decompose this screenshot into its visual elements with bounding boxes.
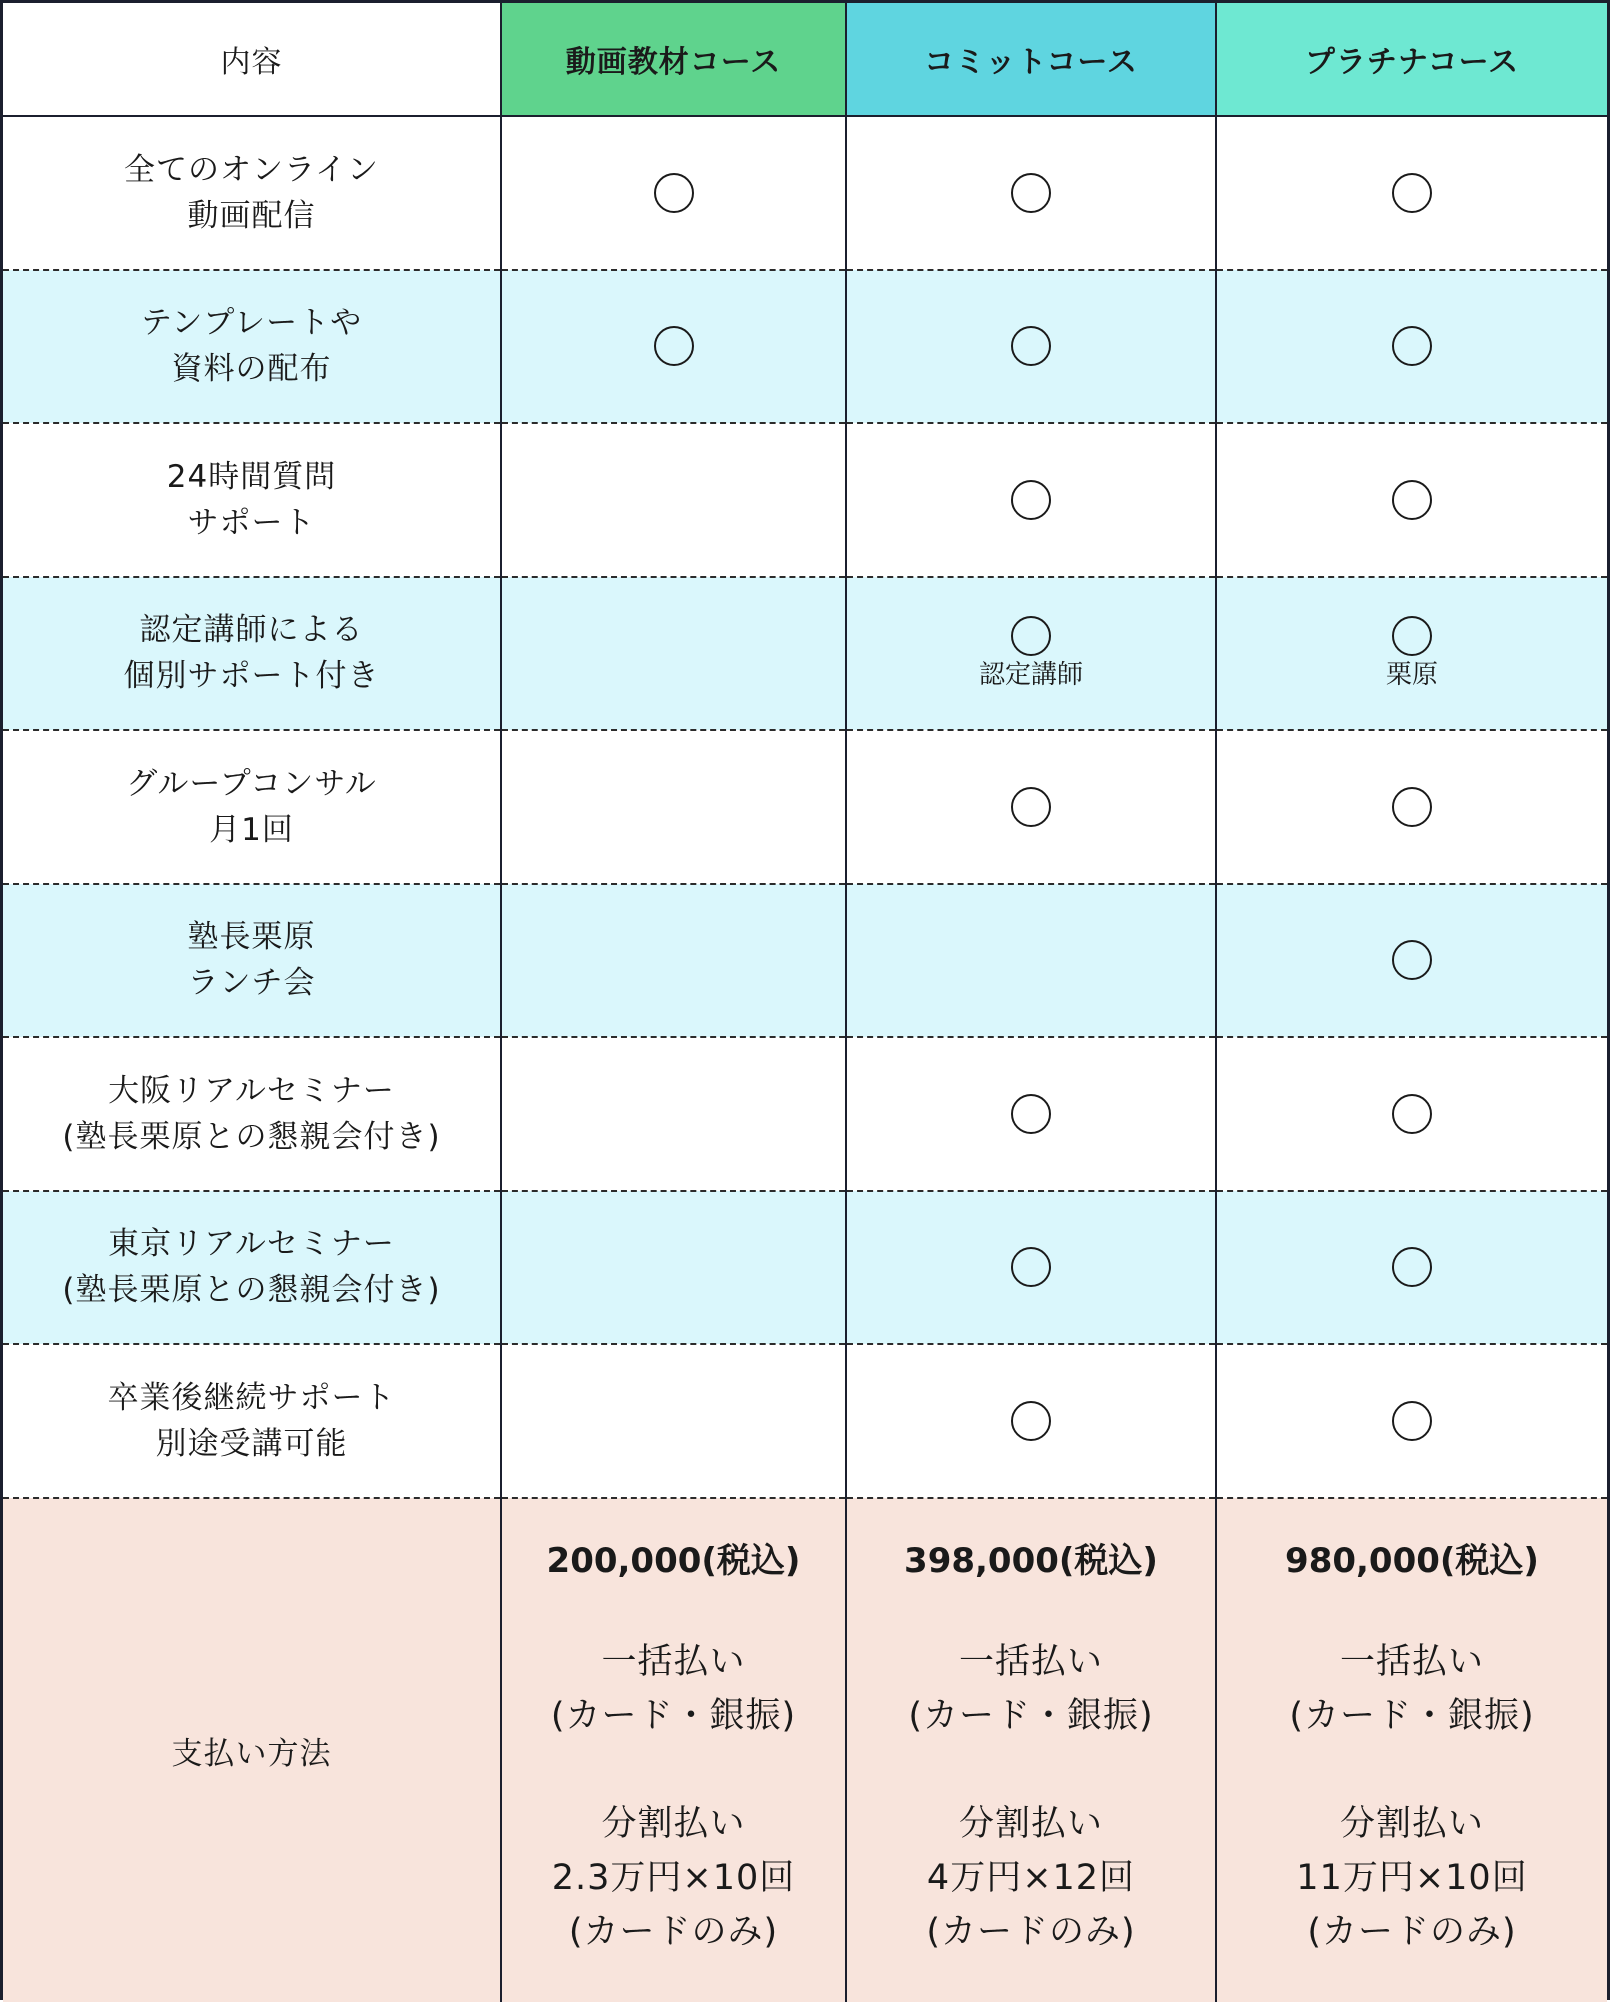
mark-note: 認定講師 bbox=[978, 660, 1083, 691]
feature-label bbox=[3, 423, 501, 577]
feature-cell bbox=[846, 1191, 1216, 1345]
header-label: 内容 bbox=[3, 3, 501, 116]
feature-cell bbox=[846, 577, 1216, 731]
feature-cell bbox=[501, 884, 846, 1038]
circle-icon bbox=[1392, 787, 1432, 827]
included-mark-wrap bbox=[1225, 940, 1599, 980]
included-mark-wrap bbox=[1225, 1247, 1599, 1287]
circle-icon bbox=[1392, 326, 1432, 366]
feature-label bbox=[3, 270, 501, 424]
price: 398,000(税込) bbox=[904, 1540, 1158, 1581]
lump-sum-label: 一括払い bbox=[958, 1641, 1103, 1682]
installment-amount: 4万円×12回 bbox=[926, 1857, 1136, 1898]
feature-label-line2: 個別サポート付き bbox=[123, 658, 380, 695]
payment-cell bbox=[846, 1498, 1216, 2002]
included-mark-wrap bbox=[855, 1247, 1207, 1287]
feature-cell bbox=[501, 423, 846, 577]
feature-cell bbox=[1216, 1037, 1607, 1191]
feature-row bbox=[3, 116, 1607, 270]
feature-label-line1: 全てのオンライン bbox=[123, 151, 380, 188]
feature-cell bbox=[846, 1037, 1216, 1191]
feature-label-line1: 塾長栗原 bbox=[187, 919, 316, 956]
feature-row bbox=[3, 884, 1607, 1038]
feature-cell bbox=[846, 423, 1216, 577]
payment-row bbox=[3, 1498, 1607, 2002]
feature-label-line2: ランチ会 bbox=[187, 965, 316, 1002]
header-row bbox=[3, 3, 1607, 116]
feature-label-line1: 認定講師による bbox=[139, 612, 364, 649]
included-mark-wrap bbox=[855, 1094, 1207, 1134]
feature-cell bbox=[501, 116, 846, 270]
feature-label-line1: 東京リアルセミナー bbox=[108, 1226, 395, 1263]
feature-cell bbox=[1216, 884, 1607, 1038]
feature-row bbox=[3, 577, 1607, 731]
feature-label-line2: 月1回 bbox=[209, 811, 294, 848]
feature-label-line2: (塾長栗原との懇親会付き) bbox=[62, 1118, 441, 1155]
payment-label: 支払い方法 bbox=[3, 1498, 501, 2002]
price: 200,000(税込) bbox=[546, 1540, 801, 1581]
circle-icon bbox=[1392, 173, 1432, 213]
included-mark-wrap bbox=[1225, 616, 1599, 690]
feature-cell bbox=[846, 1344, 1216, 1498]
price: 980,000(税込) bbox=[1285, 1540, 1539, 1581]
circle-icon bbox=[1011, 616, 1051, 656]
feature-row bbox=[3, 730, 1607, 884]
feature-rows bbox=[3, 116, 1607, 2002]
circle-icon bbox=[1392, 1401, 1432, 1441]
installment-label: 分割払い bbox=[958, 1803, 1103, 1844]
feature-label bbox=[3, 1191, 501, 1345]
feature-label-line1: 24時間質問 bbox=[166, 458, 337, 495]
feature-cell bbox=[1216, 1344, 1607, 1498]
feature-row bbox=[3, 1037, 1607, 1191]
feature-label-line1: 大阪リアルセミナー bbox=[108, 1072, 395, 1109]
feature-cell bbox=[1216, 423, 1607, 577]
feature-label bbox=[3, 1037, 501, 1191]
mark-note: 栗原 bbox=[1385, 660, 1438, 691]
feature-row bbox=[3, 423, 1607, 577]
feature-label-line2: 動画配信 bbox=[187, 197, 316, 234]
payment-cell bbox=[1216, 1498, 1607, 2002]
feature-cell bbox=[501, 577, 846, 731]
feature-label bbox=[3, 884, 501, 1038]
feature-label-line1: グループコンサル bbox=[126, 765, 377, 802]
feature-cell bbox=[501, 1191, 846, 1345]
feature-label-line1: 卒業後継続サポート bbox=[107, 1379, 396, 1416]
feature-cell bbox=[846, 730, 1216, 884]
feature-cell bbox=[1216, 577, 1607, 731]
circle-icon bbox=[1011, 1094, 1051, 1134]
feature-label-line2: 資料の配布 bbox=[171, 351, 332, 388]
circle-icon bbox=[654, 326, 694, 366]
feature-label bbox=[3, 577, 501, 731]
included-mark-wrap bbox=[1225, 787, 1599, 827]
installment-methods: (カードのみ) bbox=[926, 1911, 1136, 1952]
feature-row bbox=[3, 1344, 1607, 1498]
course-comparison-table bbox=[3, 3, 1607, 2002]
circle-icon bbox=[1011, 1401, 1051, 1441]
feature-cell bbox=[846, 116, 1216, 270]
feature-label bbox=[3, 730, 501, 884]
lump-sum-methods: (カード・銀振) bbox=[550, 1695, 797, 1736]
feature-row bbox=[3, 1191, 1607, 1345]
feature-label-line2: 別途受講可能 bbox=[155, 1425, 348, 1462]
lump-sum-label: 一括払い bbox=[601, 1641, 746, 1682]
included-mark-wrap bbox=[1225, 173, 1599, 213]
feature-cell bbox=[501, 1344, 846, 1498]
circle-icon bbox=[1011, 326, 1051, 366]
lump-sum-methods: (カード・銀振) bbox=[908, 1695, 1154, 1736]
feature-label-line2: (塾長栗原との懇親会付き) bbox=[62, 1272, 441, 1309]
installment-methods: (カードのみ) bbox=[1307, 1911, 1517, 1952]
included-mark-wrap bbox=[855, 326, 1207, 366]
included-mark-wrap bbox=[510, 326, 837, 366]
circle-icon bbox=[1392, 480, 1432, 520]
included-mark-wrap bbox=[855, 480, 1207, 520]
installment-amount: 11万円×10回 bbox=[1296, 1857, 1528, 1898]
circle-icon bbox=[1392, 1247, 1432, 1287]
included-mark-wrap bbox=[1225, 480, 1599, 520]
lump-sum-label: 一括払い bbox=[1339, 1641, 1484, 1682]
included-mark-wrap bbox=[855, 1401, 1207, 1441]
feature-cell bbox=[846, 270, 1216, 424]
course-header-video: 動画教材コース bbox=[501, 3, 846, 116]
circle-icon bbox=[1011, 787, 1051, 827]
circle-icon bbox=[1011, 480, 1051, 520]
feature-cell bbox=[1216, 270, 1607, 424]
installment-methods: (カードのみ) bbox=[568, 1911, 779, 1952]
included-mark-wrap bbox=[1225, 1094, 1599, 1134]
feature-label bbox=[3, 1344, 501, 1498]
feature-cell bbox=[1216, 116, 1607, 270]
feature-cell bbox=[846, 884, 1216, 1038]
installment-label: 分割払い bbox=[1339, 1803, 1484, 1844]
circle-icon bbox=[1011, 173, 1051, 213]
feature-cell bbox=[501, 730, 846, 884]
circle-icon bbox=[1011, 1247, 1051, 1287]
course-header-platinum: プラチナコース bbox=[1216, 3, 1607, 116]
included-mark-wrap bbox=[855, 616, 1207, 690]
payment-cell bbox=[501, 1498, 846, 2002]
feature-label-line1: テンプレートや bbox=[140, 305, 363, 342]
installment-amount: 2.3万円×10回 bbox=[551, 1857, 796, 1898]
included-mark-wrap bbox=[1225, 326, 1599, 366]
included-mark-wrap bbox=[510, 173, 837, 213]
course-header-commit: コミットコース bbox=[846, 3, 1216, 116]
installment-label: 分割払い bbox=[601, 1803, 746, 1844]
included-mark-wrap bbox=[855, 787, 1207, 827]
lump-sum-methods: (カード・銀振) bbox=[1289, 1695, 1535, 1736]
feature-label-line2: サポート bbox=[187, 504, 316, 541]
circle-icon bbox=[654, 173, 694, 213]
feature-label bbox=[3, 116, 501, 270]
circle-icon bbox=[1392, 940, 1432, 980]
feature-cell bbox=[501, 270, 846, 424]
circle-icon bbox=[1392, 616, 1432, 656]
included-mark-wrap bbox=[1225, 1401, 1599, 1441]
included-mark-wrap bbox=[855, 173, 1207, 213]
feature-cell bbox=[1216, 1191, 1607, 1345]
feature-cell bbox=[501, 1037, 846, 1191]
feature-row bbox=[3, 270, 1607, 424]
circle-icon bbox=[1392, 1094, 1432, 1134]
feature-cell bbox=[1216, 730, 1607, 884]
